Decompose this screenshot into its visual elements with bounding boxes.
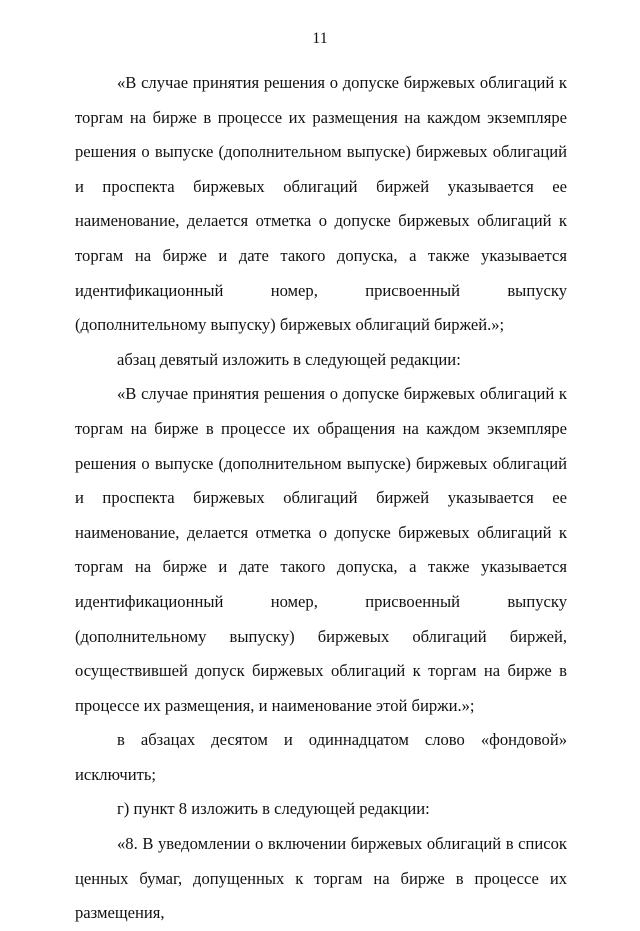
page-number: 11 xyxy=(312,30,328,47)
paragraph-point-8-instruction: г) пункт 8 изложить в следующей редакции: xyxy=(117,799,430,819)
paragraph-quote-circulation: «В случае принятия решения о допуске биржевых облигаций к торгам на бирже в процессе их обращения на каждом экземпляре решения о выпуске (дополнительном выпуске) биржевых облигаций и проспекта биржевых облигаций биржей указывается ее наименование, делается отметка о допуске биржевых облигаций к торгам на бирже и дате такого допуска, а также указывается идентификационный номер, присвоенный выпуску (дополнительному выпуску) биржевых облигаций биржей, осуществившей допуск биржевых облигаций к торгам на бирже в процессе их размещения, и наименование этой биржи.»; xyxy=(75,384,567,715)
paragraph-point-8-text: «8. В уведомлении о включении биржевых облигаций в список ценных бумаг, допущенных к торгам на бирже в процессе их размещения, xyxy=(75,834,567,923)
document-body xyxy=(75,66,567,931)
paragraph-tenth-eleventh-instruction: в абзацах десятом и одиннадцатом слово «фондовой» исключить; xyxy=(75,730,567,784)
paragraph-quote-placement: «В случае принятия решения о допуске биржевых облигаций к торгам на бирже в процессе их размещения на каждом экземпляре решения о выпуске (дополнительном выпуске) биржевых облигаций и проспекта биржевых облигаций биржей указывается ее наименование, делается отметка о допуске биржевых облигаций к торгам на бирже и дате такого допуска, а также указывается идентификационный номер, присвоенный выпуску (дополнительному выпуску) биржевых облигаций биржей.»; xyxy=(75,73,567,335)
paragraph-ninth-instruction: абзац девятый изложить в следующей редакции: xyxy=(117,349,461,369)
